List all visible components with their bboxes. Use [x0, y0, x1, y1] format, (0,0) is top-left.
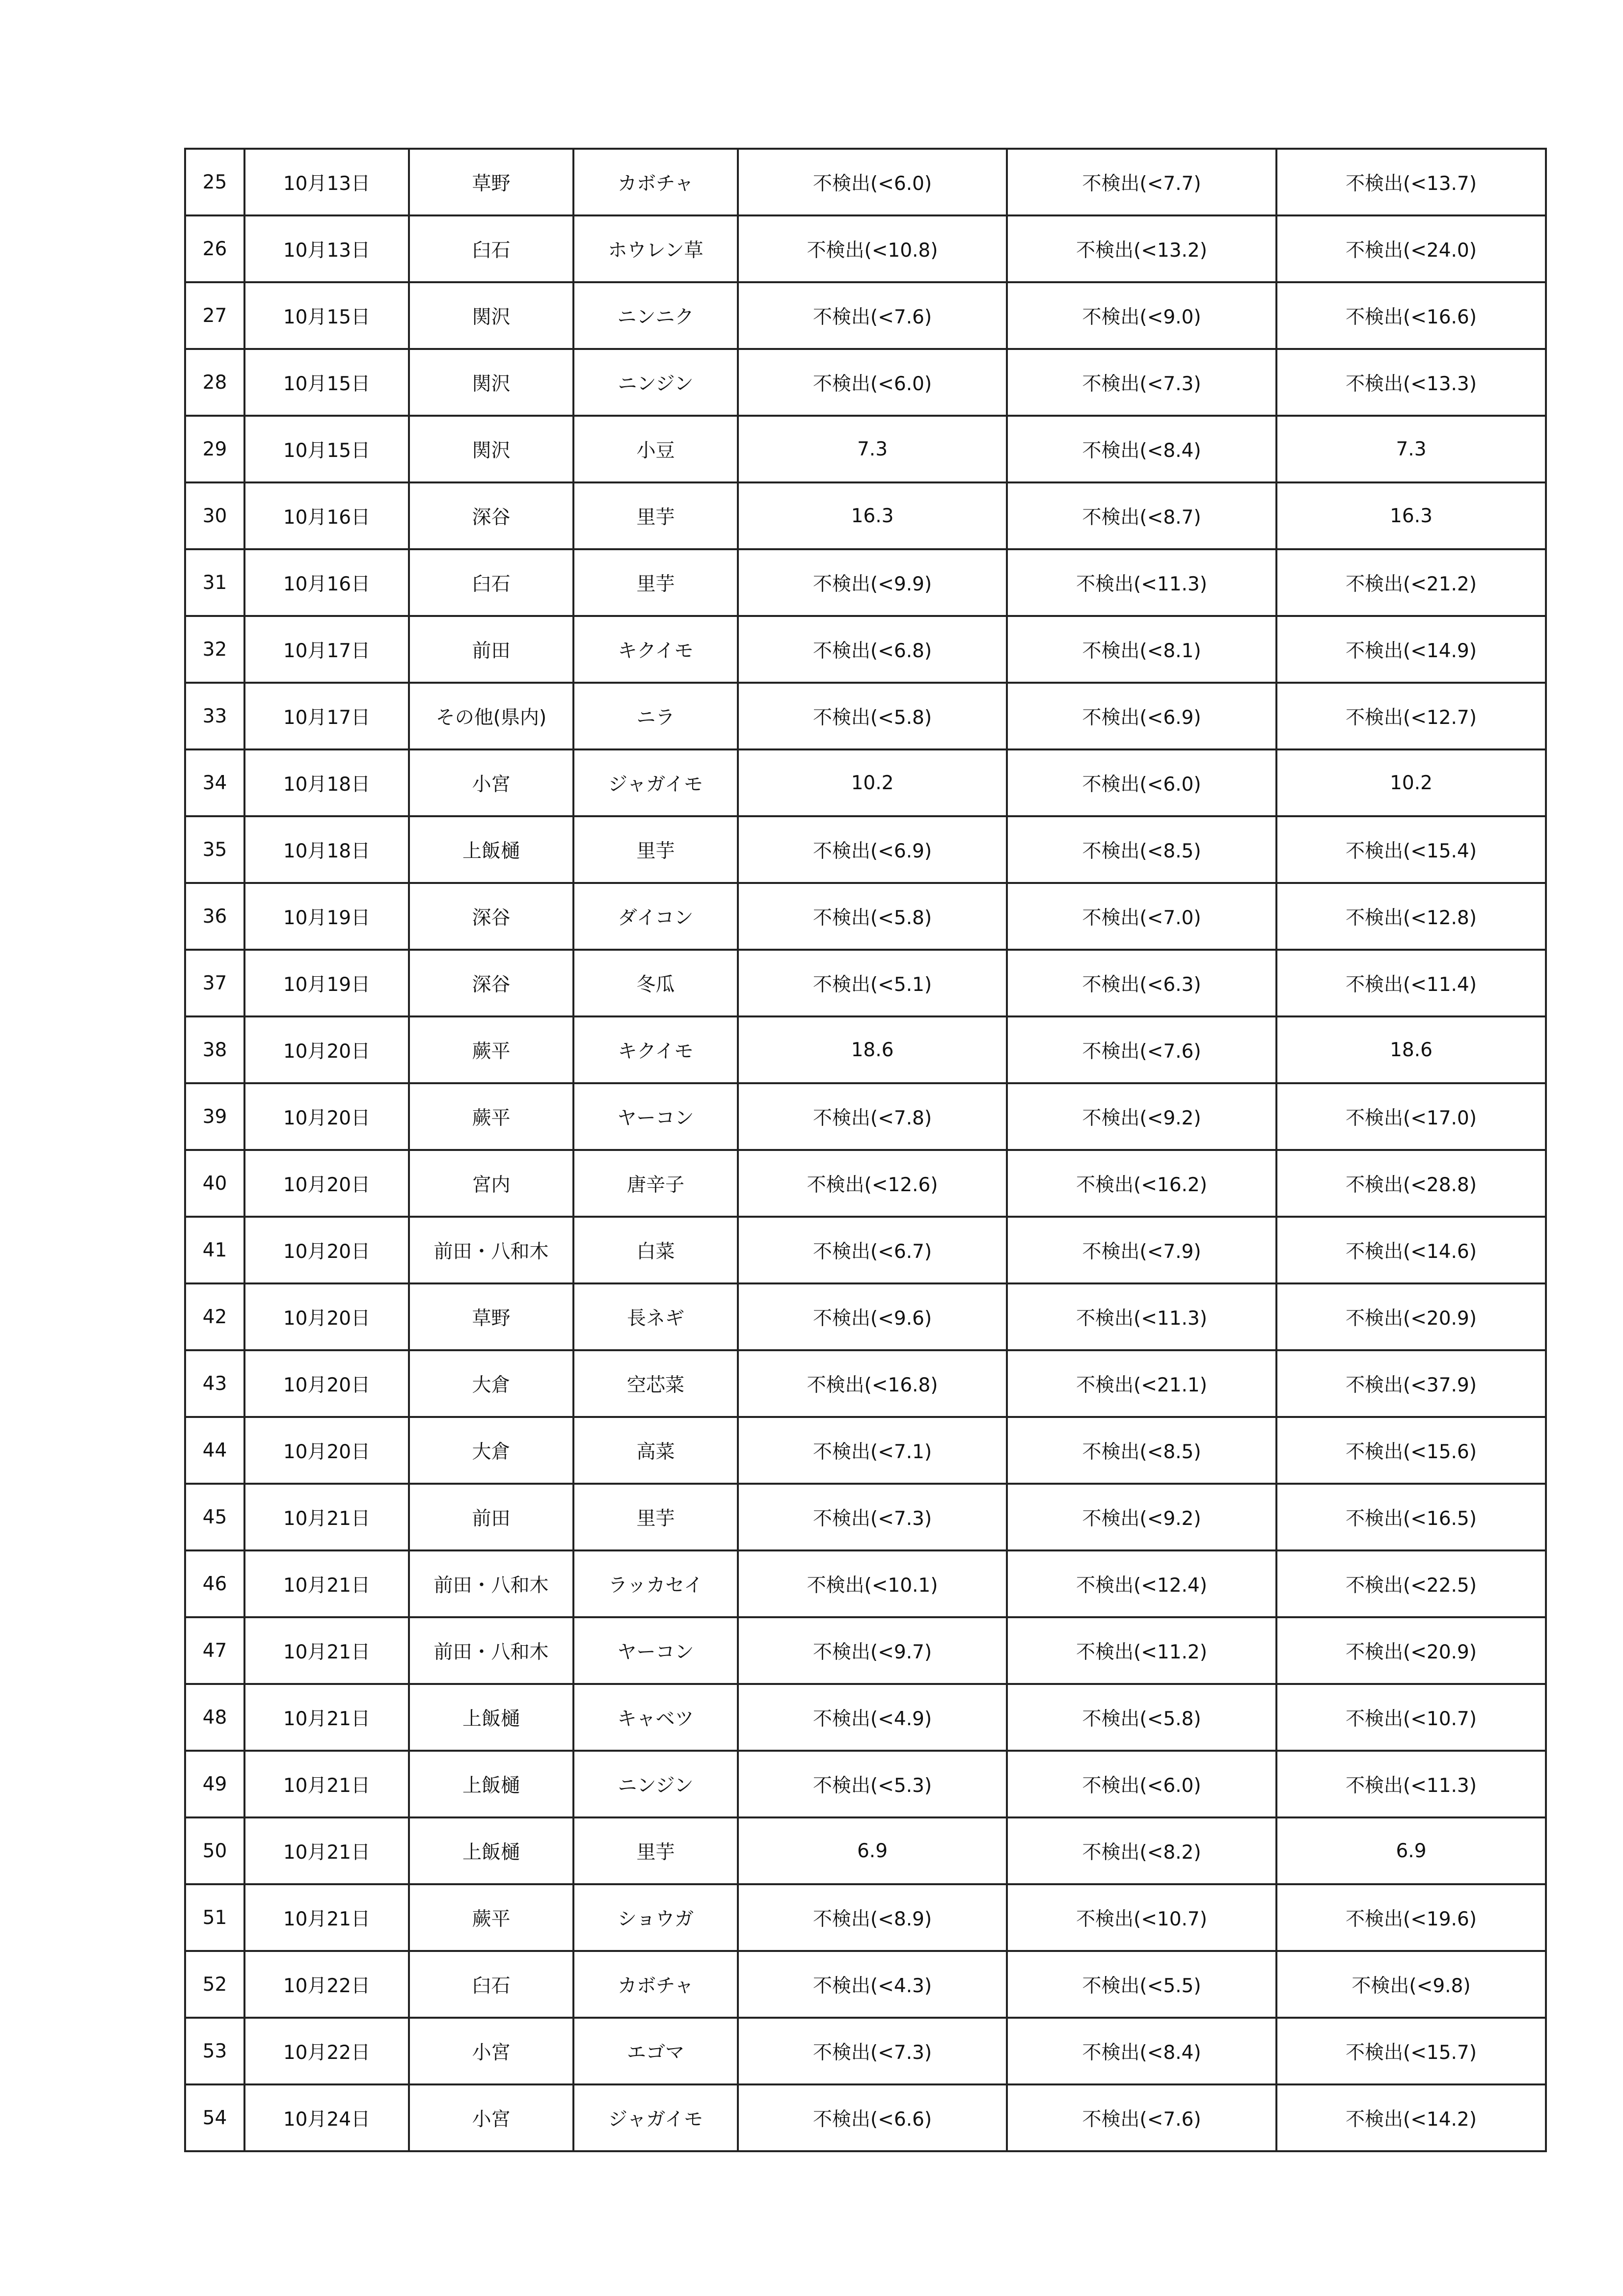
date-cell: 10月21日 — [244, 1550, 409, 1617]
item-cell: 冬瓜 — [573, 950, 738, 1016]
area-cell: 関沢 — [409, 349, 573, 416]
value-2-cell: 不検出(<13.2) — [1007, 215, 1276, 282]
row-number-cell: 49 — [185, 1751, 244, 1817]
row-number-cell: 42 — [185, 1283, 244, 1350]
area-cell: 深谷 — [409, 950, 573, 1016]
item-cell: ニラ — [573, 683, 738, 749]
row-number-cell: 29 — [185, 416, 244, 482]
value-3-cell: 不検出(<12.8) — [1276, 883, 1546, 950]
value-3-cell: 不検出(<17.0) — [1276, 1083, 1546, 1150]
item-cell: ニンジン — [573, 349, 738, 416]
area-cell: 上飯樋 — [409, 1817, 573, 1884]
value-3-cell: 不検出(<16.5) — [1276, 1484, 1546, 1550]
row-number-cell: 43 — [185, 1350, 244, 1417]
results-table-body — [185, 149, 1546, 2151]
date-cell: 10月21日 — [244, 1751, 409, 1817]
row-number-cell: 31 — [185, 549, 244, 616]
value-2-cell: 不検出(<6.0) — [1007, 1751, 1276, 1817]
value-3-cell: 不検出(<12.7) — [1276, 683, 1546, 749]
row-number-cell: 39 — [185, 1083, 244, 1150]
table-row — [185, 1417, 1546, 1484]
item-cell: 里芋 — [573, 549, 738, 616]
date-cell: 10月18日 — [244, 749, 409, 816]
table-row — [185, 282, 1546, 349]
value-1-cell: 不検出(<5.8) — [738, 883, 1007, 950]
results-table — [184, 148, 1547, 2152]
area-cell: 大倉 — [409, 1350, 573, 1417]
value-1-cell: 不検出(<6.6) — [738, 2084, 1007, 2151]
table-row — [185, 1550, 1546, 1617]
item-cell: 高菜 — [573, 1417, 738, 1484]
date-cell: 10月20日 — [244, 1217, 409, 1283]
value-3-cell: 10.2 — [1276, 749, 1546, 816]
area-cell: 草野 — [409, 1283, 573, 1350]
row-number-cell: 34 — [185, 749, 244, 816]
value-2-cell: 不検出(<7.3) — [1007, 349, 1276, 416]
item-cell: ショウガ — [573, 1884, 738, 1951]
value-1-cell: 不検出(<7.1) — [738, 1417, 1007, 1484]
value-3-cell: 不検出(<22.5) — [1276, 1550, 1546, 1617]
table-row — [185, 1751, 1546, 1817]
value-2-cell: 不検出(<5.5) — [1007, 1951, 1276, 2018]
table-row — [185, 482, 1546, 549]
value-1-cell: 不検出(<7.8) — [738, 1083, 1007, 1150]
table-row — [185, 683, 1546, 749]
value-1-cell: 不検出(<9.9) — [738, 549, 1007, 616]
value-1-cell: 不検出(<6.7) — [738, 1217, 1007, 1283]
row-number-cell: 41 — [185, 1217, 244, 1283]
value-2-cell: 不検出(<8.4) — [1007, 416, 1276, 482]
table-row — [185, 1484, 1546, 1550]
table-row — [185, 2084, 1546, 2151]
value-3-cell: 不検出(<19.6) — [1276, 1884, 1546, 1951]
area-cell: 関沢 — [409, 282, 573, 349]
item-cell: エゴマ — [573, 2018, 738, 2084]
date-cell: 10月21日 — [244, 1484, 409, 1550]
value-3-cell: 不検出(<14.6) — [1276, 1217, 1546, 1283]
area-cell: 前田・八和木 — [409, 1217, 573, 1283]
table-row — [185, 1217, 1546, 1283]
row-number-cell: 48 — [185, 1684, 244, 1751]
value-2-cell: 不検出(<10.7) — [1007, 1884, 1276, 1951]
value-2-cell: 不検出(<8.7) — [1007, 482, 1276, 549]
date-cell: 10月15日 — [244, 416, 409, 482]
table-row — [185, 1817, 1546, 1884]
date-cell: 10月21日 — [244, 1817, 409, 1884]
table-row — [185, 950, 1546, 1016]
table-row — [185, 883, 1546, 950]
value-2-cell: 不検出(<8.1) — [1007, 616, 1276, 683]
value-1-cell: 18.6 — [738, 1016, 1007, 1083]
area-cell: 上飯樋 — [409, 1684, 573, 1751]
value-1-cell: 不検出(<6.8) — [738, 616, 1007, 683]
value-3-cell: 不検出(<10.7) — [1276, 1684, 1546, 1751]
row-number-cell: 26 — [185, 215, 244, 282]
value-3-cell: 不検出(<24.0) — [1276, 215, 1546, 282]
area-cell: 上飯樋 — [409, 1751, 573, 1817]
value-1-cell: 不検出(<4.9) — [738, 1684, 1007, 1751]
value-1-cell: 不検出(<6.9) — [738, 816, 1007, 883]
row-number-cell: 33 — [185, 683, 244, 749]
area-cell: 草野 — [409, 149, 573, 215]
row-number-cell: 45 — [185, 1484, 244, 1550]
table-row — [185, 1083, 1546, 1150]
date-cell: 10月17日 — [244, 683, 409, 749]
item-cell: ラッカセイ — [573, 1550, 738, 1617]
value-3-cell: 不検出(<21.2) — [1276, 549, 1546, 616]
date-cell: 10月21日 — [244, 1684, 409, 1751]
date-cell: 10月20日 — [244, 1016, 409, 1083]
value-2-cell: 不検出(<21.1) — [1007, 1350, 1276, 1417]
item-cell: ヤーコン — [573, 1617, 738, 1684]
area-cell: 蕨平 — [409, 1083, 573, 1150]
value-1-cell: 10.2 — [738, 749, 1007, 816]
row-number-cell: 38 — [185, 1016, 244, 1083]
item-cell: 空芯菜 — [573, 1350, 738, 1417]
value-1-cell: 不検出(<6.0) — [738, 149, 1007, 215]
area-cell: 蕨平 — [409, 1884, 573, 1951]
item-cell: キクイモ — [573, 616, 738, 683]
row-number-cell: 53 — [185, 2018, 244, 2084]
value-2-cell: 不検出(<6.9) — [1007, 683, 1276, 749]
value-1-cell: 不検出(<5.1) — [738, 950, 1007, 1016]
area-cell: 小宮 — [409, 2018, 573, 2084]
item-cell: キクイモ — [573, 1016, 738, 1083]
area-cell: 小宮 — [409, 2084, 573, 2151]
date-cell: 10月19日 — [244, 950, 409, 1016]
item-cell: 里芋 — [573, 816, 738, 883]
area-cell: 前田 — [409, 1484, 573, 1550]
date-cell: 10月15日 — [244, 282, 409, 349]
date-cell: 10月20日 — [244, 1283, 409, 1350]
value-2-cell: 不検出(<6.3) — [1007, 950, 1276, 1016]
value-3-cell: 不検出(<37.9) — [1276, 1350, 1546, 1417]
value-1-cell: 不検出(<5.8) — [738, 683, 1007, 749]
value-1-cell: 7.3 — [738, 416, 1007, 482]
date-cell: 10月15日 — [244, 349, 409, 416]
value-2-cell: 不検出(<9.2) — [1007, 1484, 1276, 1550]
value-2-cell: 不検出(<7.0) — [1007, 883, 1276, 950]
area-cell: 前田・八和木 — [409, 1617, 573, 1684]
table-row — [185, 1884, 1546, 1951]
area-cell: 深谷 — [409, 482, 573, 549]
date-cell: 10月16日 — [244, 482, 409, 549]
table-row — [185, 1016, 1546, 1083]
item-cell: 唐辛子 — [573, 1150, 738, 1217]
value-1-cell: 不検出(<16.8) — [738, 1350, 1007, 1417]
value-3-cell: 不検出(<16.6) — [1276, 282, 1546, 349]
item-cell: ジャガイモ — [573, 749, 738, 816]
value-2-cell: 不検出(<11.2) — [1007, 1617, 1276, 1684]
row-number-cell: 52 — [185, 1951, 244, 2018]
value-3-cell: 不検出(<9.8) — [1276, 1951, 1546, 2018]
date-cell: 10月24日 — [244, 2084, 409, 2151]
date-cell: 10月20日 — [244, 1417, 409, 1484]
item-cell: 小豆 — [573, 416, 738, 482]
item-cell: カボチャ — [573, 1951, 738, 2018]
value-1-cell: 不検出(<10.8) — [738, 215, 1007, 282]
item-cell: ニンニク — [573, 282, 738, 349]
value-3-cell: 不検出(<15.6) — [1276, 1417, 1546, 1484]
table-row — [185, 2018, 1546, 2084]
value-1-cell: 不検出(<8.9) — [738, 1884, 1007, 1951]
date-cell: 10月20日 — [244, 1083, 409, 1150]
value-1-cell: 6.9 — [738, 1817, 1007, 1884]
value-3-cell: 不検出(<14.9) — [1276, 616, 1546, 683]
date-cell: 10月21日 — [244, 1884, 409, 1951]
value-3-cell: 16.3 — [1276, 482, 1546, 549]
table-row — [185, 616, 1546, 683]
value-3-cell: 不検出(<15.7) — [1276, 2018, 1546, 2084]
table-row — [185, 1684, 1546, 1751]
area-cell: 臼石 — [409, 215, 573, 282]
value-3-cell: 7.3 — [1276, 416, 1546, 482]
value-3-cell: 不検出(<20.9) — [1276, 1617, 1546, 1684]
area-cell: 蕨平 — [409, 1016, 573, 1083]
value-2-cell: 不検出(<6.0) — [1007, 749, 1276, 816]
value-3-cell: 18.6 — [1276, 1016, 1546, 1083]
item-cell: 里芋 — [573, 1484, 738, 1550]
date-cell: 10月17日 — [244, 616, 409, 683]
value-1-cell: 不検出(<5.3) — [738, 1751, 1007, 1817]
date-cell: 10月20日 — [244, 1350, 409, 1417]
value-2-cell: 不検出(<5.8) — [1007, 1684, 1276, 1751]
table-row — [185, 749, 1546, 816]
date-cell: 10月13日 — [244, 215, 409, 282]
row-number-cell: 35 — [185, 816, 244, 883]
value-2-cell: 不検出(<8.5) — [1007, 816, 1276, 883]
row-number-cell: 51 — [185, 1884, 244, 1951]
date-cell: 10月13日 — [244, 149, 409, 215]
value-2-cell: 不検出(<7.7) — [1007, 149, 1276, 215]
area-cell: 上飯樋 — [409, 816, 573, 883]
date-cell: 10月21日 — [244, 1617, 409, 1684]
table-row — [185, 149, 1546, 215]
row-number-cell: 47 — [185, 1617, 244, 1684]
item-cell: ダイコン — [573, 883, 738, 950]
value-1-cell: 不検出(<10.1) — [738, 1550, 1007, 1617]
value-2-cell: 不検出(<16.2) — [1007, 1150, 1276, 1217]
value-3-cell: 不検出(<13.7) — [1276, 149, 1546, 215]
value-3-cell: 不検出(<13.3) — [1276, 349, 1546, 416]
date-cell: 10月22日 — [244, 2018, 409, 2084]
value-2-cell: 不検出(<7.9) — [1007, 1217, 1276, 1283]
value-1-cell: 不検出(<7.3) — [738, 2018, 1007, 2084]
area-cell: 大倉 — [409, 1417, 573, 1484]
area-cell: 前田 — [409, 616, 573, 683]
value-2-cell: 不検出(<8.5) — [1007, 1417, 1276, 1484]
area-cell: 小宮 — [409, 749, 573, 816]
date-cell: 10月19日 — [244, 883, 409, 950]
item-cell: カボチャ — [573, 149, 738, 215]
value-1-cell: 不検出(<9.7) — [738, 1617, 1007, 1684]
value-3-cell: 不検出(<11.4) — [1276, 950, 1546, 1016]
table-row — [185, 1350, 1546, 1417]
table-row — [185, 816, 1546, 883]
value-3-cell: 不検出(<14.2) — [1276, 2084, 1546, 2151]
table-row — [185, 349, 1546, 416]
row-number-cell: 32 — [185, 616, 244, 683]
table-row — [185, 215, 1546, 282]
item-cell: ホウレン草 — [573, 215, 738, 282]
area-cell: 前田・八和木 — [409, 1550, 573, 1617]
table-row — [185, 1617, 1546, 1684]
row-number-cell: 28 — [185, 349, 244, 416]
value-3-cell: 6.9 — [1276, 1817, 1546, 1884]
value-3-cell: 不検出(<15.4) — [1276, 816, 1546, 883]
row-number-cell: 30 — [185, 482, 244, 549]
table-row — [185, 549, 1546, 616]
area-cell: 宮内 — [409, 1150, 573, 1217]
value-2-cell: 不検出(<8.4) — [1007, 2018, 1276, 2084]
value-3-cell: 不検出(<28.8) — [1276, 1150, 1546, 1217]
area-cell: 臼石 — [409, 1951, 573, 2018]
table-row — [185, 416, 1546, 482]
table-row — [185, 1951, 1546, 2018]
row-number-cell: 54 — [185, 2084, 244, 2151]
row-number-cell: 25 — [185, 149, 244, 215]
item-cell: 白菜 — [573, 1217, 738, 1283]
value-1-cell: 不検出(<9.6) — [738, 1283, 1007, 1350]
item-cell: 里芋 — [573, 1817, 738, 1884]
row-number-cell: 50 — [185, 1817, 244, 1884]
item-cell: ヤーコン — [573, 1083, 738, 1150]
value-2-cell: 不検出(<9.2) — [1007, 1083, 1276, 1150]
area-cell: 深谷 — [409, 883, 573, 950]
value-2-cell: 不検出(<7.6) — [1007, 1016, 1276, 1083]
date-cell: 10月22日 — [244, 1951, 409, 2018]
value-3-cell: 不検出(<11.3) — [1276, 1751, 1546, 1817]
table-row — [185, 1283, 1546, 1350]
value-2-cell: 不検出(<12.4) — [1007, 1550, 1276, 1617]
value-2-cell: 不検出(<9.0) — [1007, 282, 1276, 349]
table-row — [185, 1150, 1546, 1217]
area-cell: 臼石 — [409, 549, 573, 616]
date-cell: 10月20日 — [244, 1150, 409, 1217]
area-cell: その他(県内) — [409, 683, 573, 749]
row-number-cell: 37 — [185, 950, 244, 1016]
row-number-cell: 46 — [185, 1550, 244, 1617]
value-2-cell: 不検出(<11.3) — [1007, 549, 1276, 616]
item-cell: ジャガイモ — [573, 2084, 738, 2151]
area-cell: 関沢 — [409, 416, 573, 482]
value-2-cell: 不検出(<7.6) — [1007, 2084, 1276, 2151]
item-cell: 里芋 — [573, 482, 738, 549]
row-number-cell: 44 — [185, 1417, 244, 1484]
item-cell: キャベツ — [573, 1684, 738, 1751]
date-cell: 10月18日 — [244, 816, 409, 883]
date-cell: 10月16日 — [244, 549, 409, 616]
row-number-cell: 40 — [185, 1150, 244, 1217]
value-2-cell: 不検出(<11.3) — [1007, 1283, 1276, 1350]
value-1-cell: 不検出(<6.0) — [738, 349, 1007, 416]
row-number-cell: 36 — [185, 883, 244, 950]
item-cell: 長ネギ — [573, 1283, 738, 1350]
item-cell: ニンジン — [573, 1751, 738, 1817]
value-3-cell: 不検出(<20.9) — [1276, 1283, 1546, 1350]
row-number-cell: 27 — [185, 282, 244, 349]
value-1-cell: 不検出(<4.3) — [738, 1951, 1007, 2018]
value-1-cell: 不検出(<7.6) — [738, 282, 1007, 349]
value-1-cell: 16.3 — [738, 482, 1007, 549]
value-1-cell: 不検出(<7.3) — [738, 1484, 1007, 1550]
value-1-cell: 不検出(<12.6) — [738, 1150, 1007, 1217]
value-2-cell: 不検出(<8.2) — [1007, 1817, 1276, 1884]
